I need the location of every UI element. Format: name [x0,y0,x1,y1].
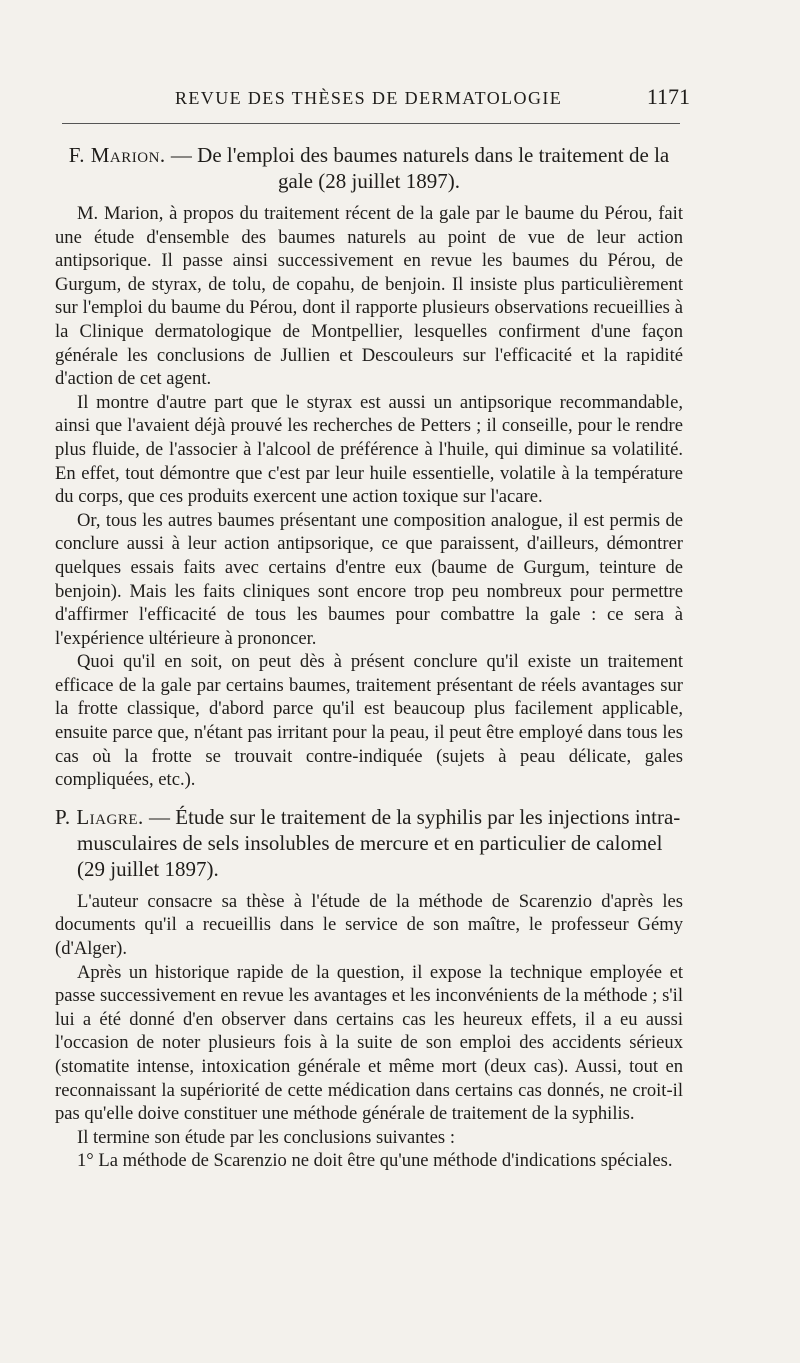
paragraph: Après un historique rapide de la question, il expose la technique employée et passe successivement en revue les avantages et les inconvénients de la méthode ; s'il lui a été donné d'en observer dans certains cas les heureux effets, il a eu aussi l'occasion de noter plusieurs fois à la suite de son emploi des accidents sérieux (stomatite intense, intoxication générale et même mort (deux cas). Aussi, tout en reconnaissant la supériorité de cette médication dans certains cas donnés, ne croit-il pas qu'elle doive constituer une méthode générale de traitement de la syphilis. [55,961,683,1125]
paragraph: L'auteur consacre sa thèse à l'étude de la méthode de Scarenzio d'après les documents qu'il a recueillis dans le service de son maître, le professeur Gémy (d'Alger). [55,890,683,960]
paragraph: Or, tous les autres baumes présentant une composition analogue, il est permis de conclure aussi à leur action antipsorique, ce que paraissent, d'ailleurs, démontrer quelques essais faits avec certains d'entre eux (baume de Gurgum, teinture de benjoin). Mais les faits cliniques sont encore trop peu nombreux pour permettre d'affirmer l'efficacité de tous les baumes pour combattre la gale : ce sera à l'expérience ultérieure à prononcer. [55,509,683,649]
paragraph: Il termine son étude par les conclusions suivantes : [77,1126,455,1148]
entry-author: P. Liagre. [55,804,144,829]
paragraph: Quoi qu'il en soit, on peut dès à présent conclure qu'il existe un traitement efficace de la gale par certains baumes, traitement présentant de réels avantages sur la frotte classique, d'abord parce qu'il est beaucoup plus facilement applicable, ensuite parce que, n'étant pas irritant pour la peau, il peut être employé dans tous les cas où la frotte se trouvait contre-indiquée (sujets à peau délicate, gales compliquées, etc.). [55,651,683,791]
paragraph: Il montre d'autre part que le styrax est aussi un antipsorique recommandable, ainsi que l'avaient déjà prouvé les recherches de Petters ; il conseille, pour le rendre plus fluide, de l'associer à l'alcool de préférence à l'huile, qui diminue sa volatilité. En effet, tout démontre que c'est par leur huile essentielle, volatile à la température du corps, que ces produits exercent une action toxique sur l'acare. [55,391,683,508]
review-entry-marion [55,142,683,792]
review-entry-liagre [55,804,683,1173]
entry-title [55,804,683,882]
entry-author: F. Marion. [68,143,166,167]
paragraph: M. Marion, à propos du traitement récent de la gale par le baume du Pérou, fait une étude d'ensemble des baumes naturels au point de vue de leur action antipsorique. Il passe ainsi successivement en revue les baumes du Pérou, de Gurgum, de styrax, de tolu, de copahu, de benjoin. Il insiste plus particulièrement sur l'emploi du baume du Pérou, dont il rapporte plusieurs observations recueillies à la Clinique dermatologique de Montpellier, lesquelles confirment d'une façon générale les conclusions de Jullien et Descouleurs sur l'efficacité et la rapidité d'action de cet agent. [55,203,683,390]
running-head: REVUE DES THÈSES DE DERMATOLOGIE [175,88,563,108]
entry-title-text: — De l'emploi des baumes naturels dans le traitement de la gale (28 juillet 1897). [165,143,670,193]
paragraph: 1° La méthode de Scarenzio ne doit être qu'une méthode d'indications spéciales. [77,1150,673,1172]
entry-title [55,142,683,194]
page-number: 1171 [646,84,690,109]
page-header [55,84,690,124]
header-rule [62,123,680,124]
page-body [55,142,683,1173]
entry-title-text: — Étude sur le traitement de la syphilis par les injections intra-musculaires de sels insolubles de mercure et en particulier de calomel (29 juillet 1897). [77,804,681,881]
